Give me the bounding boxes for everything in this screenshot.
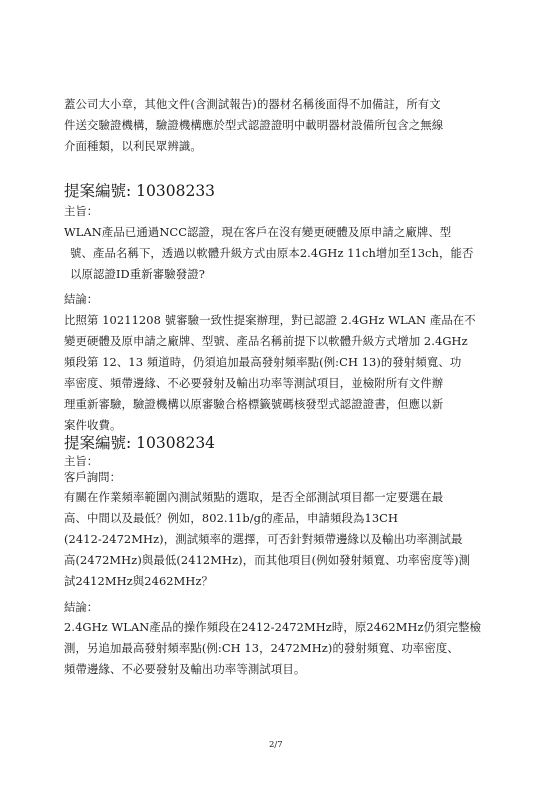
proposal-heading: 提案編號: 10308233	[64, 182, 216, 200]
conclusion-line: 案件收費。	[64, 418, 122, 432]
subject-line: 高(2472MHz)與最低(2412MHz)，而其他項目(例如發射頻寬、功率密度等)測	[64, 553, 471, 567]
subject-line: WLAN產品已通過NCC認證，現在客戶在沒有變更硬體及原申請之廠牌、型	[64, 225, 452, 239]
subject-line: 以原認證ID重新審驗發證?	[70, 267, 205, 281]
conclusion-line: 比照第 10211208 號審驗一致性提案辦理，對已認證 2.4GHz WLAN 產品在不	[64, 313, 476, 327]
subject-line: 有關在作業頻率範圍內測試頻點的選取，是否全部測試項目都一定要選在最	[64, 490, 444, 504]
conclusion-line: 2.4GHz WLAN產品的操作頻段在2412-2472MHz時，原2462MHz仍須完整檢	[64, 620, 482, 634]
proposal-heading: 提案編號: 10308234	[64, 434, 216, 452]
subject-label: 主旨：	[64, 454, 99, 468]
subject-line: (2412-2472MHz)，測試頻率的選擇，可否針對頻帶邊緣以及輸出功率測試最	[64, 532, 463, 546]
conclusion-label: 結論：	[64, 292, 99, 306]
page-number: 2/7	[269, 740, 283, 750]
subject-line: 號、產品名稱下，透過以軟體升級方式由原本2.4GHz 11ch增加至13ch，能否	[70, 246, 474, 260]
subject-label: 主旨：	[64, 204, 99, 218]
subject-line: 試2412MHz與2462MHz？	[64, 574, 214, 588]
conclusion-line: 頻帶邊緣、不必要發射及輸出功率等測試項目。	[64, 662, 306, 676]
conclusion-line: 測，另追加最高發射頻率點(例:CH 13，2472MHz)的發射頻寬、功率密度、	[64, 641, 459, 655]
inquiry-label: 客戶詢問：	[64, 470, 121, 484]
conclusion-label: 結論：	[64, 600, 99, 614]
subject-line: 高、中間以及最低？例如，802.11b/g的產品，申請頻段為13CH	[64, 511, 399, 525]
conclusion-line: 頻段第 12、13 頻道時，仍須追加最高發射頻率點(例:CH 13)的發射頻寬、功	[64, 355, 462, 369]
intro-line: 介面種類，以利民眾辨識。	[64, 139, 202, 153]
conclusion-line: 率密度、頻帶邊緣、不必要發射及輸出功率等測試項目，並檢附所有文件辦	[64, 376, 444, 390]
conclusion-line: 理重新審驗，驗證機構以原審驗合格標籤號碼核發型式認證證書，但應以新	[64, 397, 444, 411]
intro-line: 蓋公司大小章，其他文件(含測試報告)的器材名稱後面得不加備註，所有文	[64, 97, 441, 111]
conclusion-line: 變更硬體及原申請之廠牌、型號、產品名稱前提下以軟體升級方式增加 2.4GHz	[64, 334, 468, 348]
intro-line: 件送交驗證機構，驗證機構應於型式認證證明中載明器材設備所包含之無線	[64, 118, 444, 132]
